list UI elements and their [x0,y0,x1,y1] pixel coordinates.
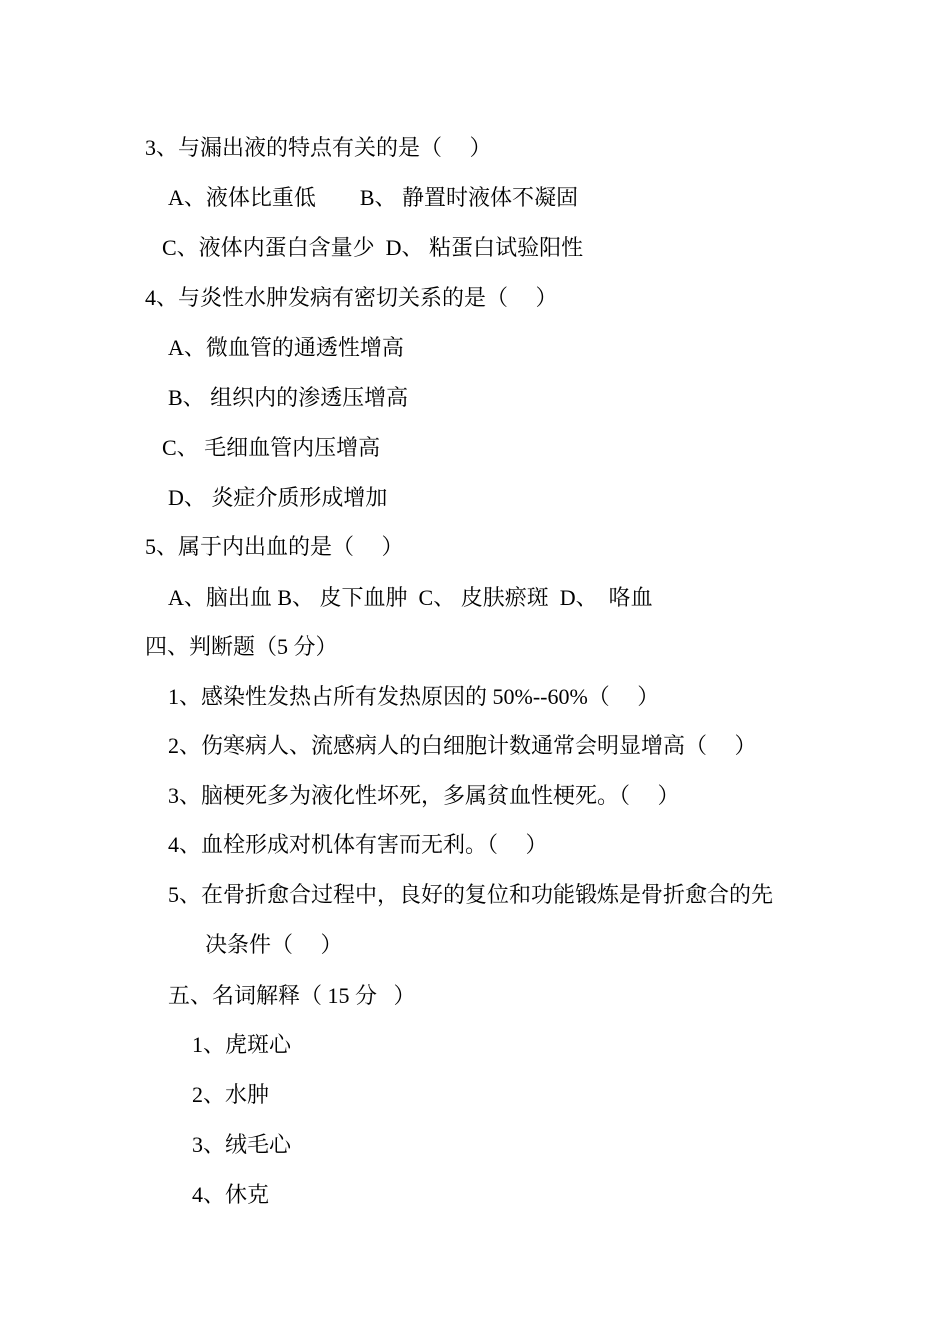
true-false-item-2: 2、伤寒病人、流感病人的白细胞计数通常会明显增高（ ） [168,733,757,758]
true-false-item-5-cont: 决条件（ ） [205,932,343,957]
question-4-option-b: B、 组织内的渗透压增高 [168,385,409,410]
true-false-item-5: 5、在骨折愈合过程中，良好的复位和功能锻炼是骨折愈合的先 [168,882,774,907]
term-item-4: 4、休克 [192,1182,270,1207]
true-false-item-4: 4、血栓形成对机体有害而无利。（ ） [168,832,548,857]
term-item-2: 2、水肿 [192,1082,270,1107]
true-false-item-3: 3、脑梗死多为液化性坏死，多属贫血性梗死。（ ） [168,783,680,808]
true-false-item-1: 1、感染性发热占所有发热原因的 50%--60%（ ） [168,684,660,709]
question-5-stem: 5、属于内出血的是（ ） [145,534,404,559]
question-3-options-a-b: A、液体比重低 B、 静置时液体不凝固 [168,185,579,210]
question-3-options-c-d: C、液体内蛋白含量少 D、 粘蛋白试验阳性 [162,235,584,260]
question-4-option-d: D、 炎症介质形成增加 [168,485,388,510]
question-4-option-c: C、 毛细血管内压增高 [162,435,381,460]
section-4-heading: 四、判断题（5 分） [145,634,338,659]
question-5-options: A、脑出血 B、 皮下血肿 C、 皮肤瘀斑 D、 咯血 [168,585,653,610]
term-item-3: 3、绒毛心 [192,1132,292,1157]
question-3-stem: 3、与漏出液的特点有关的是（ ） [145,135,492,160]
section-5-heading: 五、名词解释（ 15 分 ） [168,983,416,1008]
question-4-stem: 4、与炎性水肿发病有密切关系的是（ ） [145,285,558,310]
question-4-option-a: A、微血管的通透性增高 [168,335,404,360]
term-item-1: 1、虎斑心 [192,1032,292,1057]
